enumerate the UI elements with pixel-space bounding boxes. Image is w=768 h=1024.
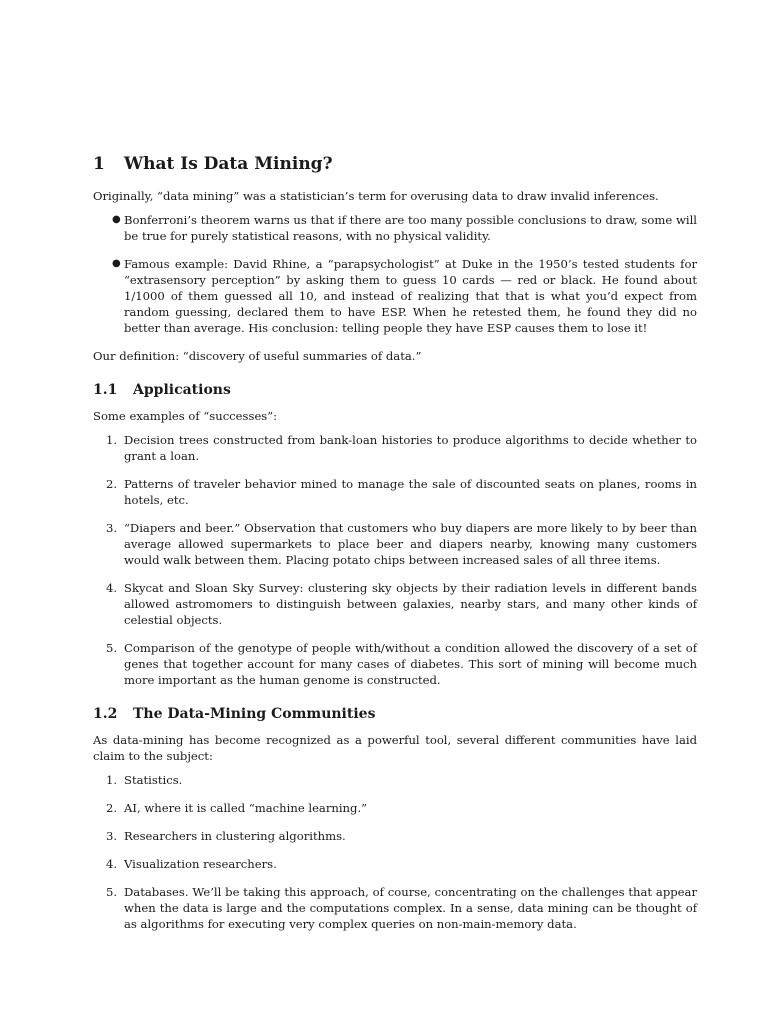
list-item — [93, 520, 697, 568]
list-item — [93, 640, 697, 688]
list-marker: 3. — [106, 829, 118, 843]
list-marker: 1. — [106, 433, 118, 447]
communities-intro: As data-mining has become recognized as a powerful tool, several different communities have laid claim to the subject: — [93, 733, 697, 763]
list-item — [93, 828, 697, 844]
list-item-text: Statistics. — [124, 773, 183, 787]
list-item-text: Researchers in clustering algorithms. — [124, 829, 346, 843]
list-marker: 5. — [106, 641, 118, 655]
subsection-number: 1.1 — [93, 382, 118, 398]
definition-paragraph: Our definition: “discovery of useful summaries of data.” — [93, 349, 422, 363]
subsection-heading-applications — [93, 380, 697, 400]
list-item-text: Databases. We’ll be taking this approach, of course, concentrating on the challenges that appear when the data is large and the computations complex. In a sense, data mining can be thought of as algorithms for executing very complex queries on non-main-memory data. — [124, 885, 697, 931]
list-item-text: Patterns of traveler behavior mined to manage the sale of discounted seats on planes, rooms in hotels, etc. — [124, 477, 697, 507]
communities-list — [93, 772, 697, 932]
list-item-text: Decision trees constructed from bank-loan histories to produce algorithms to decide whether to grant a loan. — [124, 433, 697, 463]
list-item — [93, 856, 697, 872]
list-marker: 5. — [106, 885, 118, 899]
applications-intro: Some examples of “successes”: — [93, 409, 278, 423]
list-item — [93, 800, 697, 816]
subsection-title: Applications — [133, 382, 231, 398]
list-item — [93, 432, 697, 464]
list-item — [93, 884, 697, 932]
list-marker: 4. — [106, 581, 118, 595]
list-item — [93, 772, 697, 788]
subsection-number: 1.2 — [93, 706, 118, 722]
bullet-text: Bonferroni’s theorem warns us that if there are too many possible conclusions to draw, some will be true for purely statistical reasons, with no physical validity. — [124, 213, 697, 243]
list-item — [93, 580, 697, 628]
list-item-text: Skycat and Sloan Sky Survey: clustering sky objects by their radiation levels in different bands allowed astromomers to distinguish between galaxies, nearby stars, and many other kinds of celestial objects. — [124, 581, 697, 627]
list-marker: 2. — [106, 801, 118, 815]
list-marker: 1. — [106, 773, 118, 787]
document-page — [93, 152, 697, 944]
list-marker: 4. — [106, 857, 118, 871]
bullet-icon: ● — [112, 214, 121, 225]
applications-list — [93, 432, 697, 688]
bullet-text: Famous example: David Rhine, a “parapsychologist” at Duke in the 1950’s tested students for “extrasensory perception” by asking them to guess 10 cards — red or black. He found about 1/1000 of them guessed all 10, and instead of realizing that that is what you’d expect from random guessing, declared them to have ESP. When he retested them, he found they did no better than average. His conclusion: telling people they have ESP causes them to lose it! — [124, 257, 697, 335]
section-intro: Originally, “data mining” was a statistician’s term for overusing data to draw invalid inferences. — [93, 189, 659, 203]
bullet-list — [93, 212, 697, 336]
bullet-item — [93, 256, 697, 336]
list-item-text: AI, where it is called “machine learning.” — [124, 801, 368, 815]
section-title: What Is Data Mining? — [124, 154, 333, 174]
subsection-heading-communities — [93, 704, 697, 724]
list-item-text: Visualization researchers. — [124, 857, 277, 871]
list-item — [93, 476, 697, 508]
section-heading — [93, 152, 697, 176]
bullet-icon: ● — [112, 258, 121, 269]
subsection-title: The Data-Mining Communities — [133, 706, 376, 722]
bullet-item — [93, 212, 697, 244]
list-item-text: “Diapers and beer.” Observation that customers who buy diapers are more likely to by beer than average allowed supermarkets to place beer and diapers nearby, knowing many customers would walk between them. Placing potato chips between increased sales of all three items. — [124, 521, 697, 567]
list-marker: 2. — [106, 477, 118, 491]
list-marker: 3. — [106, 521, 118, 535]
section-number: 1 — [93, 154, 105, 174]
list-item-text: Comparison of the genotype of people with/without a condition allowed the discovery of a set of genes that together account for many cases of diabetes. This sort of mining will become much more important as the human genome is constructed. — [124, 641, 697, 687]
